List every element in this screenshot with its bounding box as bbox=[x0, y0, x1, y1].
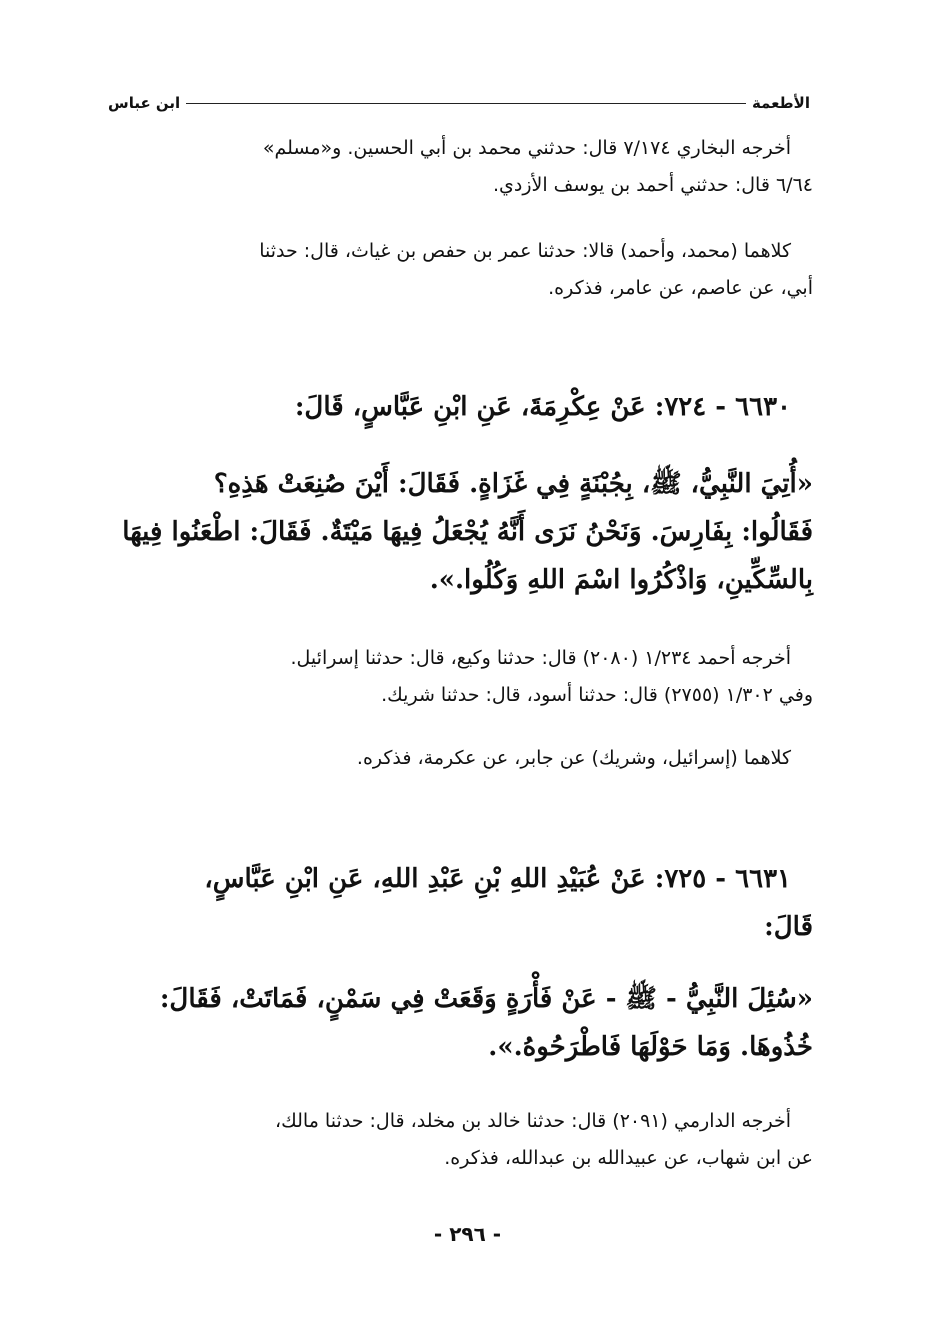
takhrij-note-2 bbox=[105, 233, 813, 307]
page-number: - ٢٩٦ - bbox=[433, 1222, 502, 1246]
note-line: أبي، عن عاصم، عن عامر، فذكره. bbox=[548, 277, 813, 299]
header-rule bbox=[186, 103, 746, 104]
hadith-6630-text bbox=[105, 460, 813, 604]
chapter-title: الأطعمة bbox=[751, 94, 810, 112]
note-line: ٦/٦٤ قال: حدثني أحمد بن يوسف الأزدي. bbox=[492, 174, 813, 196]
note-line: أخرجه البخاري ٧/١٧٤ قال: حدثني محمد بن أبي الحسين. و«مسلم» bbox=[262, 137, 791, 159]
hadith-6631 bbox=[105, 855, 813, 951]
note-line: كلاهما (محمد، وأحمد) قالا: حدثنا عمر بن حفص بن غياث، قال: حدثنا bbox=[259, 240, 791, 262]
takhrij-note-1 bbox=[105, 130, 813, 204]
companion-name: ابن عباس bbox=[108, 94, 181, 112]
takhrij-note-3 bbox=[105, 640, 813, 714]
hadith-heading: ٦٦٣٠ - ٧٢٤: عَنْ عِكْرِمَةَ، عَنِ ابْنِ عَبَّاسٍ، قَالَ: bbox=[294, 392, 791, 422]
note-line: كلاهما (إسرائيل، وشريك) عن جابر، عن عكرمة، فذكره. bbox=[356, 747, 791, 769]
note-line: عن ابن شهاب، عن عبيدالله بن عبدالله، فذكره. bbox=[444, 1147, 813, 1169]
takhrij-note-5 bbox=[105, 1103, 813, 1177]
hadith-line: خُذُوهَا. وَمَا حَوْلَهَا فَاطْرَحُوهُ.». bbox=[488, 1032, 813, 1062]
takhrij-note-4 bbox=[105, 740, 813, 777]
note-line: وفي ١/٣٠٢ (٢٧٥٥) قال: حدثنا أسود، قال: حدثنا شريك. bbox=[381, 684, 813, 706]
hadith-line: بِالسِّكِّينِ، وَاذْكُرُوا اسْمَ اللهِ وَكُلُوا.». bbox=[429, 565, 813, 595]
hadith-line: فَقَالُوا: بِفَارِسَ. وَنَحْنُ نَرَى أَنَّهُ يُجْعَلُ فِيهَا مَيْتَةٌ. فَقَالَ: اطْعَنُوا فِيهَا bbox=[122, 517, 813, 547]
note-line: أخرجه أحمد ١/٢٣٤ (٢٠٨٠) قال: حدثنا وكيع، قال: حدثنا إسرائيل. bbox=[290, 647, 791, 669]
hadith-heading: ٦٦٣١ - ٧٢٥: عَنْ عُبَيْدِ اللهِ بْنِ عَبْدِ اللهِ، عَنِ ابْنِ عَبَّاسٍ، bbox=[204, 864, 791, 894]
hadith-6630 bbox=[105, 383, 813, 431]
hadith-6631-text bbox=[105, 975, 813, 1071]
hadith-heading: قَالَ: bbox=[764, 912, 813, 942]
hadith-line: «سُئِلَ النَّبِيُّ - ﷺ - عَنْ فَأْرَةٍ وَقَعَتْ فِي سَمْنٍ، فَمَاتَتْ، فَقَالَ: bbox=[159, 984, 813, 1014]
hadith-line: «أُتِيَ النَّبِيُّ، ﷺ، بِجُبْنَةٍ فِي غَزَاةٍ. فَقَالَ: أَيْنَ صُنِعَتْ هَذِهِ؟ bbox=[213, 469, 813, 499]
running-header bbox=[108, 90, 810, 116]
note-line: أخرجه الدارمي (٢٠٩١) قال: حدثنا خالد بن مخلد، قال: حدثنا مالك، bbox=[274, 1110, 791, 1132]
